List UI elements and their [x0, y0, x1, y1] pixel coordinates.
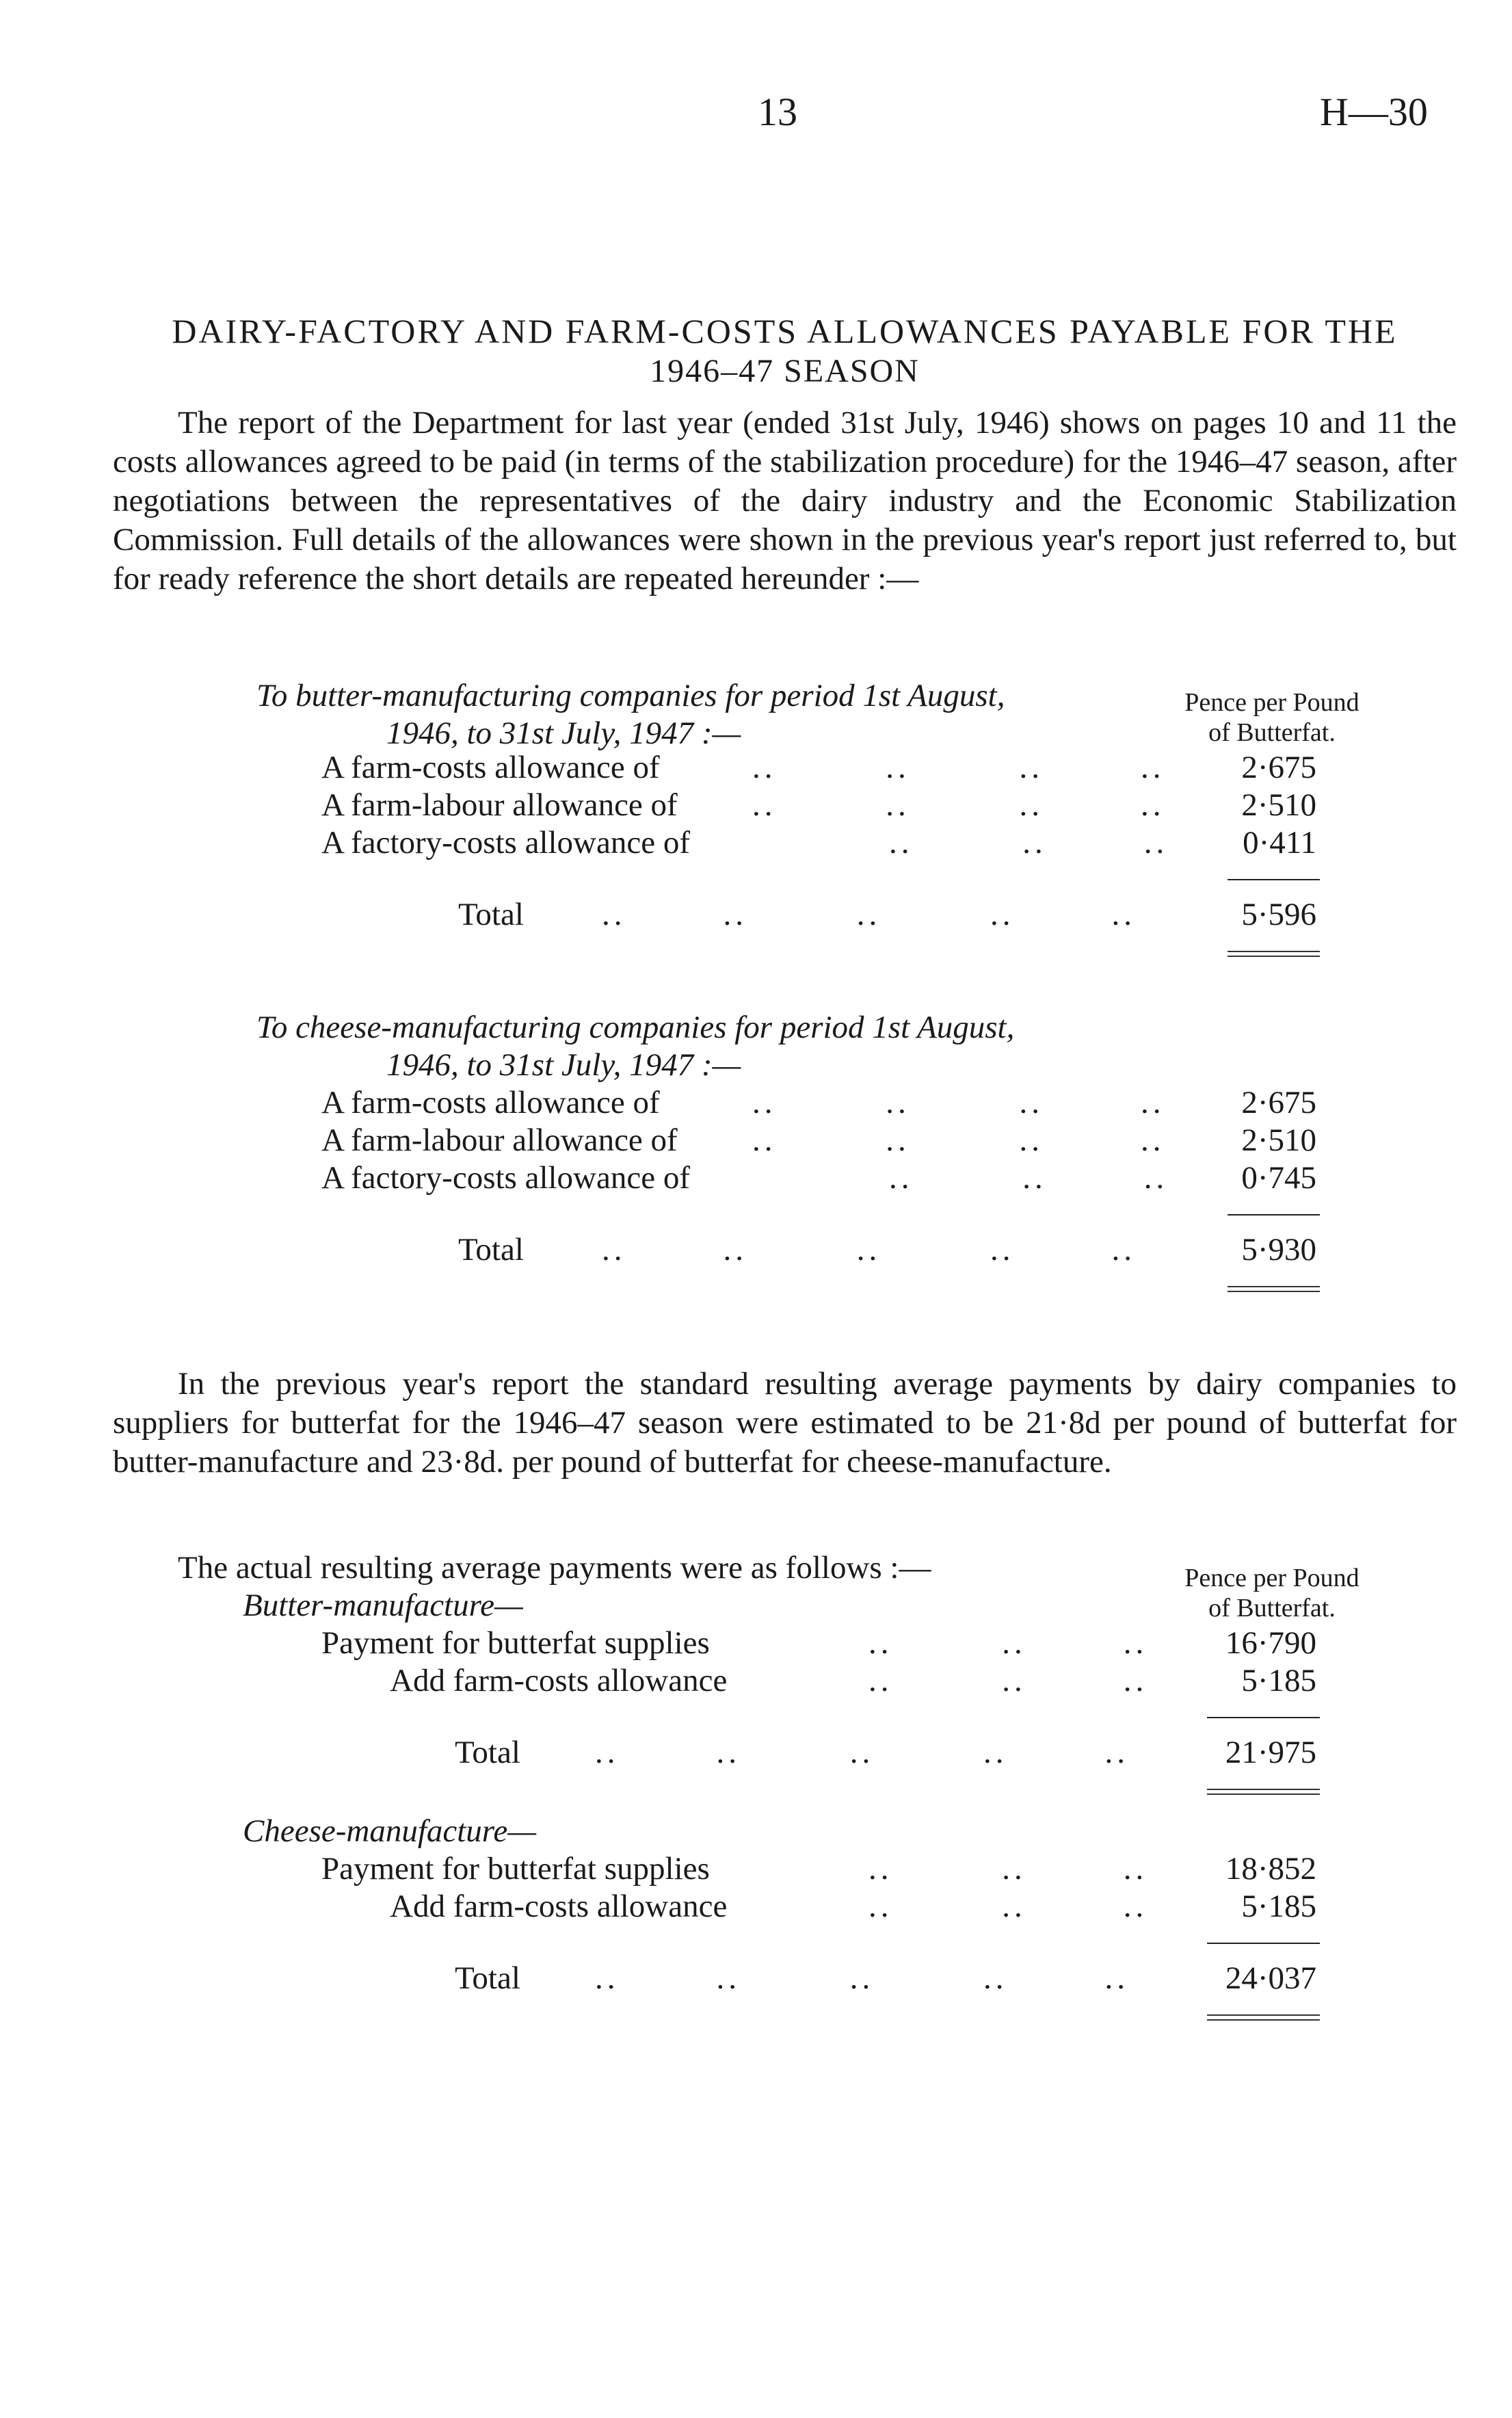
cheese-allowance-value: 5·185: [1241, 1889, 1316, 1924]
leader-dots: .. .. .. .. ..: [602, 1232, 1136, 1267]
leader-dots: .. .. .. ..: [752, 750, 1165, 785]
leader-dots: .. .. .. ..: [752, 1085, 1165, 1120]
butter-row-value: 2·510: [1241, 787, 1316, 823]
total-double-rule: [1207, 1789, 1320, 1795]
section-title: DAIRY-FACTORY AND FARM-COSTS ALLOWANCES PAYABLE FOR THE: [172, 312, 1398, 350]
cheese-companies-period: 1946, to 31st July, 1947 :—: [386, 1047, 741, 1083]
cheese-payment-label: Payment for butterfat supplies: [321, 1851, 710, 1887]
butter-manufacture-total-value: 21·975: [1225, 1735, 1316, 1770]
butter-total-label: Total: [458, 897, 524, 932]
leader-dots: .. .. ..: [889, 1160, 1169, 1196]
cheese-payment-value: 18·852: [1225, 1851, 1316, 1887]
leader-dots: .. .. .. .. ..: [595, 1735, 1129, 1770]
intro-paragraph: The report of the Department for last year (ended 31st July, 1946) shows on pages 10 and 11 the costs allowances agreed to be paid (in terms of the stabilization procedure) for the 1946–47 season, after negotiations between the representatives of the dairy industry and the Economic Stabilization Commission. Full details of the allowances were shown in the previous year's report just referred to, but for ready reference the short details are repeated hereunder :—: [113, 405, 1457, 596]
leader-dots: .. .. ..: [868, 1663, 1148, 1698]
cheese-row-value: 0·745: [1241, 1160, 1316, 1196]
total-double-rule: [1207, 2014, 1320, 2021]
leader-dots: .. .. ..: [889, 825, 1169, 860]
cheese-row-value: 2·675: [1241, 1085, 1316, 1120]
cheese-row-value: 2·510: [1241, 1122, 1316, 1158]
unit-header-line2: of Butterfat.: [1208, 1594, 1336, 1622]
unit-header-line1: Pence per Pound: [1184, 1564, 1360, 1592]
document-reference: H—30: [1320, 90, 1428, 134]
leader-dots: .. .. .. .. ..: [602, 897, 1136, 932]
unit-header-line1: Pence per Pound: [1184, 688, 1360, 717]
butter-total-value: 5·596: [1241, 897, 1316, 932]
actual-payments-intro: The actual resulting average payments were as follows :—: [178, 1550, 931, 1586]
butter-row-value: 2·675: [1241, 750, 1316, 785]
page-number: 13: [758, 90, 797, 134]
cheese-total-value: 5·930: [1241, 1232, 1316, 1267]
cheese-manufacture-total-label: Total: [455, 1960, 520, 1996]
butter-payment-value: 16·790: [1225, 1625, 1316, 1661]
cheese-row-label: A factory-costs allowance of: [321, 1160, 690, 1196]
butter-companies-heading: To butter-manufacturing companies for period 1st August,: [256, 678, 1005, 713]
cheese-allowance-label: Add farm-costs allowance: [390, 1889, 728, 1924]
butter-manufacture-heading: Butter-manufacture—: [243, 1588, 523, 1623]
leader-dots: .. .. ..: [868, 1625, 1148, 1661]
cheese-manufacture-total-value: 24·037: [1225, 1960, 1316, 1996]
total-double-rule: [1228, 1286, 1320, 1292]
subtotal-rule: [1228, 879, 1320, 880]
payments-unit-header: [1156, 1563, 1388, 1623]
leader-dots: .. .. .. ..: [752, 787, 1165, 823]
unit-header-line2: of Butterfat.: [1208, 718, 1336, 747]
total-double-rule: [1228, 951, 1320, 957]
butter-payment-label: Payment for butterfat supplies: [321, 1625, 710, 1661]
leader-dots: .. .. ..: [868, 1889, 1148, 1924]
cheese-row-label: A farm-costs allowance of: [321, 1085, 660, 1120]
butter-manufacture-total-label: Total: [455, 1735, 520, 1770]
subtotal-rule: [1228, 1214, 1320, 1215]
section-title-season: 1946–47 SEASON: [650, 353, 920, 389]
cheese-companies-heading: To cheese-manufacturing companies for period 1st August,: [256, 1010, 1015, 1045]
subtotal-rule: [1207, 1717, 1320, 1718]
butter-allowance-value: 5·185: [1241, 1663, 1316, 1698]
butter-companies-period: 1946, to 31st July, 1947 :—: [386, 715, 741, 751]
cheese-row-label: A farm-labour allowance of: [321, 1122, 678, 1158]
cheese-manufacture-heading: Cheese-manufacture—: [243, 1813, 536, 1849]
subtotal-rule: [1207, 1943, 1320, 1944]
leader-dots: .. .. .. .. ..: [595, 1960, 1129, 1996]
unit-header: [1156, 687, 1388, 748]
butter-row-label: A farm-labour allowance of: [321, 787, 678, 823]
cheese-total-label: Total: [458, 1232, 524, 1267]
butter-row-label: A factory-costs allowance of: [321, 825, 690, 860]
butter-row-value: 0·411: [1243, 825, 1316, 860]
leader-dots: .. .. .. ..: [752, 1122, 1165, 1158]
butter-allowance-label: Add farm-costs allowance: [390, 1663, 728, 1698]
leader-dots: .. .. ..: [868, 1851, 1148, 1887]
payments-paragraph: In the previous year's report the standard resulting average payments by dairy companies to suppliers for butterfat for the 1946–47 season were estimated to be 21·8d per pound of butterfat for butter-manufacture and 23·8d. per pound of butterfat for cheese-manufacture.: [113, 1366, 1457, 1480]
butter-row-label: A farm-costs allowance of: [321, 750, 660, 785]
